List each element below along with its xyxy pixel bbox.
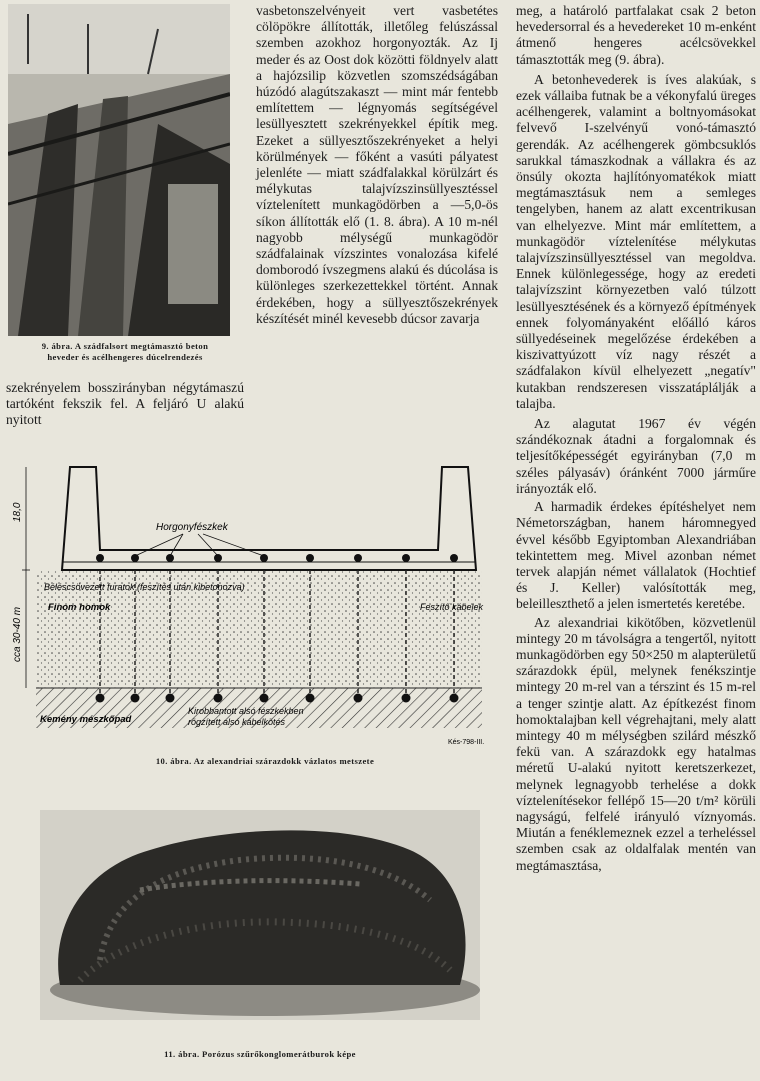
- figure-10-diagram: [8, 462, 506, 752]
- sand-label: Finom homok: [48, 602, 111, 613]
- column-2-text: vasbetonszelvényeit vert vasbetétes cölöpökre állították, illetőleg felúszással szemben azokhoz horgonyozták. Az Ij meder és az Oost dok közötti földnyelv alatt a hajózsilip közvetlen szomszédságában húzódó alagútszakaszt — mint már fentebb említettem — légnyomás segítségével lesüllyesztett szekrényekkel építik meg. Ezeket a süllyesztőszekrényeket a helyi körülmények — főként a vasúti pályatest jelenléte — miatt szádfalakkal körülzárt és mélykutas talajvízszinsüllyesztéssel víztelenített munkagödörben a —5,0-ös síkon állították elő (1. 8. ábra). A 10 m-nél nagyobb mélységű munkagödör szádfalainak vízszintes vonalozása kifelé domborodó ívszegmens alakú és dúcolása is különleges szerkezettekkel történt. Annak érdekében, hogy a süllyesztőszekrények készítését minél kevesebb dúcsor zavarja: [256, 3, 498, 326]
- column-1-text: szekrényelem bosszirányban négytámaszú tartóként fekszik fel. A feljáró U alakú nyitott: [6, 380, 244, 428]
- figure-11-photo: [40, 810, 480, 1020]
- limestone-label: Kemény mészkőpad: [40, 714, 132, 725]
- figure-9-illustration: [8, 4, 230, 336]
- dim-top-label: 18,0: [12, 502, 23, 522]
- figure-stamp: Kés-798-III.: [448, 739, 485, 746]
- injection-label: Béléscsövezett furatok (feszítés után kibetonozva): [44, 582, 245, 592]
- dim-side-label: cca 30-40 m: [12, 606, 23, 662]
- column-3-paragraph-4: A harmadik érdekes építéshelyet nem Németországban, hanem háromnegyed évvel később Egyiptomban Alexandriában tekintettem meg. Mivel azonban német tervek alapján német vállalatok (Hochtief és J. Keller) valósították meg, beleilleszthető a jelen ismertetés keretébe.: [516, 499, 756, 612]
- figure-11-illustration: [40, 810, 480, 1020]
- blast-label-line2: rögzített alsó kábelkötés: [188, 717, 286, 727]
- column-3-paragraph-1: meg, a határoló partfalakat csak 2 beton hevedersorral és a hevedereket 10 m-enként átmenő hengeres acélcsövekkel támasztották meg (9. ábra).: [516, 3, 756, 67]
- figure-9-caption-line1: 9. ábra. A szádfalsort megtámasztó beton: [41, 341, 209, 351]
- figure-9-photo: [8, 4, 230, 336]
- anchor-heads-label: Horgonyfészkek: [156, 522, 228, 533]
- figure-10-svg: [8, 462, 506, 752]
- figure-9-caption-line2: heveder és acélhengeres dúcelrendezés: [47, 352, 203, 362]
- column-3-paragraph-5: Az alexandriai kikötőben, közvetlenül mintegy 20 m távolságra a tengertől, nyitott munkagödörben egy 50×250 m alapterületű szárazdokk épül, melynek fenékszintje mintegy 20 m-rel van a térszint és 15 m-rel a tenger szintje alatt. Az építkezést finom homoktalajban kell végrehajtani, mely alatt mintegy 40 m mélységben szilárd mészkő fekü van. A szárazdokk egy hatalmas méretű U-alakú nyitott keretszerkezet, melynek legnagyobb terhelése a dokk víztelenítésekor fellépő 15—20 t/m² körüli nagyságú, felfelé irányuló víznyomás. Miután a fenéklemeznek ezzel a terheléssel szemben csak az oldalfalak mentén van megtámasztása,: [516, 614, 756, 873]
- figure-10-caption: 10. ábra. Az alexandriai szárazdokk vázlatos metszete: [155, 756, 375, 766]
- column-3-paragraph-2: A betonhevederek is íves alakúak, s ezek vállaiba futnak be a vékonyfalú üreges acélhengerek, valamint a boltnyomásokat felvevő I-szelvényű vonó-támasztó gerendák. Az acélhengerek gömbcsuklós sarukkal támaszkodnak a vállakra és az önsúly okozta hajlítónyomatékok miatt megtámasztásuk nem a semleges tengelyben, hanem az alatt excentrikusan van elhelyezve. Mint már említettem, a munkagödör víztelenítése mélykutas talajvízszinsüllyesztéssel van megoldva. Ennek különlegessége, hogy az eredeti talajvízszint környezetben való túlzott lesüllyesztésének és a környező építmények ennek folyományaként előálló káros süllyedéseinek megelőzése érdekében a kiszivattyúzott víz nagy részét a szádfalakon kívül elhelyezett „negatív" kutakban rendszeresen visszatáplálják a talajba.: [516, 71, 756, 411]
- dock-u-frame: [62, 467, 476, 570]
- figure-9-caption: [20, 341, 230, 363]
- column-3-paragraph-3: Az alagutat 1967 év végén szándékoznak átadni a forgalomnak és teljesítőképességét egyirányban (7,0 m széles pályasáv) óránként 7000 járműre irányozták elő.: [516, 416, 756, 496]
- figure-11-caption: 11. ábra. Porózus szűrőkonglomerátburok képe: [164, 1049, 356, 1059]
- column-3: [516, 3, 756, 874]
- blast-label-line1: Kirobbantott alsó fészkekben: [188, 706, 304, 716]
- cables-label: Feszítő kábelek: [420, 602, 484, 612]
